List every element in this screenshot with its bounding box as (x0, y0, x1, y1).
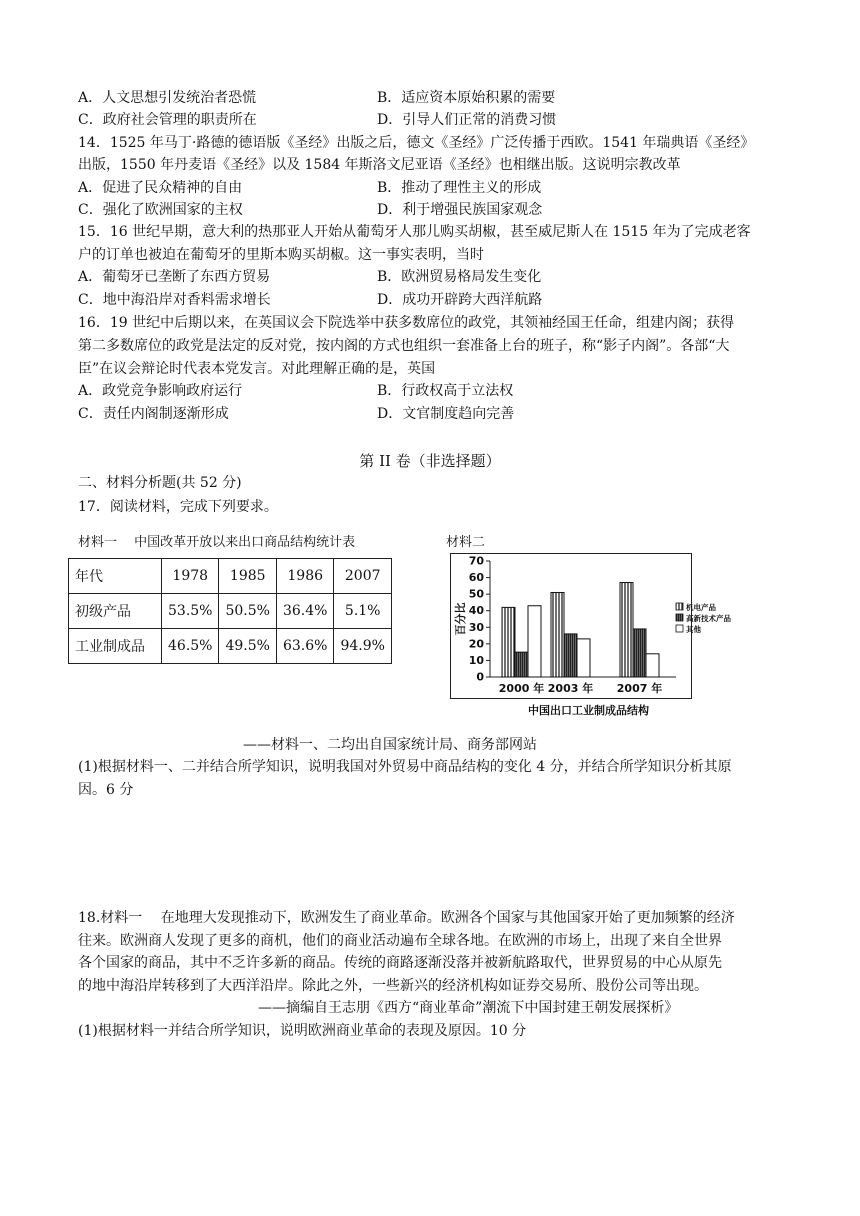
q18-material-line3: 各个国家的商品，其中不乏许多新的商品。传统的商路逐渐没落并被新航路取代，世界贸易的中心从原先 (78, 955, 722, 971)
table-header-row (69, 559, 392, 594)
legend-swatch (676, 603, 683, 610)
chart-title: 中国出口工业制成品结构 (528, 704, 649, 717)
table-row (69, 629, 392, 664)
bar-2-1 (577, 639, 590, 677)
table-cell: 2007 (334, 559, 391, 594)
q16-stem-line2: 第二多数席位的政党是法定的反对党，按内阁的方式也组织一套准备上台的班子，称“影子内阁”。各部“大 (78, 338, 730, 354)
x-tick-label: 2000 年 (498, 682, 545, 695)
table-cell: 工业制成品 (69, 629, 162, 664)
q15-option-b: B．欧洲贸易格局发生变化 (377, 269, 542, 285)
q14-stem-line2: 出版，1550 年丹麦语《圣经》以及 1584 年斯洛文尼亚语《圣经》也相继出版。这说明宗教改革 (78, 157, 681, 173)
q16-option-b: B．行政权高于立法权 (377, 383, 514, 399)
legend-swatch (676, 625, 683, 632)
q14-stem-line1: 14．1525 年马丁·路德的德语版《圣经》出版之后，德文《圣经》广泛传播于西欧。1541 年瑞典语《圣经》 (78, 135, 755, 151)
y-tick-label: 60 (468, 571, 484, 585)
material1-caption: 材料一 中国改革开放以来出口商品结构统计表 (78, 535, 356, 550)
material-source: ——材料一、二均出自国家统计局、商务部网站 (243, 737, 537, 753)
q14-option-c: C．强化了欧洲国家的主权 (78, 202, 243, 218)
y-tick-label: 20 (468, 637, 484, 651)
bar-2-0 (528, 606, 541, 677)
y-tick-label: 0 (476, 670, 484, 684)
table-cell: 50.5% (219, 594, 276, 629)
q17-part1-line2: 因。6 分 (78, 782, 134, 798)
bar-2-2 (646, 654, 659, 677)
q15-stem-line2: 户的订单也被迫在葡萄牙的里斯本购买胡椒。这一事实表明，当时 (78, 247, 484, 263)
x-tick-label: 2007 年 (616, 682, 663, 695)
q15-option-d: D．成功开辟跨大西洋航路 (377, 292, 543, 308)
q14-option-d: D．利于增强民族国家观念 (377, 202, 543, 218)
legend-label: 高新技术产品 (686, 614, 731, 623)
y-tick-label: 50 (468, 587, 484, 601)
q16-option-c: C．责任内阁制逐渐形成 (78, 406, 229, 422)
q17-intro: 17．阅读材料，完成下列要求。 (78, 499, 278, 515)
table-cell: 53.5% (162, 594, 219, 629)
table-cell: 1985 (219, 559, 276, 594)
bar-0-0 (502, 607, 515, 677)
q14-option-a: A．促进了民众精神的自由 (78, 180, 243, 196)
bar-1-2 (633, 629, 646, 677)
q15-stem-line1: 15．16 世纪早期，意大利的热那亚人开始从葡萄牙人那儿购买胡椒，甚至威尼斯人在 1515 年为了完成老客 (78, 224, 751, 240)
q18-material-line4: 的地中海沿岸转移到了大西洋沿岸。除此之外，一些新兴的经济机构如证券交易所、股份公司等出现。 (78, 978, 708, 994)
table-cell: 49.5% (219, 629, 276, 664)
q16-option-d: D．文官制度趋向完善 (377, 406, 515, 422)
export-structure-chart (450, 553, 731, 699)
q16-stem-line1: 16．19 世纪中后期以来，在英国议会下院选举中获多数席位的政党，其领袖经国王任命，组建内阁；获得 (78, 315, 735, 331)
q13-option-a: A．人文思想引发统治者恐慌 (78, 90, 257, 106)
q18-material-line1: 18.材料一 在地理大发现推动下，欧洲发生了商业革命。欧洲各个国家与其他国家开始了更加频繁的经济 (78, 910, 735, 926)
q14-option-b: B．推动了理性主义的形成 (377, 180, 542, 196)
legend-swatch (676, 614, 683, 621)
q13-option-b: B．适应资本原始积累的需要 (377, 90, 556, 106)
legend-label: 机电产品 (686, 603, 716, 612)
y-tick-label: 10 (468, 653, 484, 667)
material2-label: 材料二 (446, 535, 486, 550)
q17-part1-line1: (1)根据材料一、二并结合所学知识，说明我国对外贸易中商品结构的变化 4 分，并结合所学知识分析其原 (78, 759, 732, 775)
q13-option-d: D．引导人们正常的消费习惯 (377, 112, 557, 128)
table-cell: 初级产品 (69, 594, 162, 629)
bar-1-1 (564, 634, 577, 677)
material1-table (68, 558, 392, 664)
table-cell: 1978 (162, 559, 219, 594)
q13-option-c: C．政府社会管理的职责所在 (78, 112, 257, 128)
q18-material-line2: 往来。欧洲商人发现了更多的商机，他们的商业活动遍布全球各地。在欧洲的市场上，出现了来自全世界 (78, 933, 722, 949)
y-tick-label: 40 (468, 604, 484, 618)
q16-option-a: A．政党竞争影响政府运行 (78, 383, 243, 399)
legend-label: 其他 (686, 625, 701, 634)
bar-0-2 (620, 583, 633, 677)
x-tick-label: 2003 年 (547, 682, 594, 695)
table-cell: 94.9% (334, 629, 391, 664)
table-cell: 46.5% (162, 629, 219, 664)
table-cell: 36.4% (276, 594, 333, 629)
y-axis-label: 百分比 (454, 602, 467, 636)
part2-title: 第 II 卷（非选择题） (359, 452, 501, 470)
table-cell: 年代 (69, 559, 162, 594)
q18-part1: (1)根据材料一并结合所学知识，说明欧洲商业革命的表现及原因。10 分 (78, 1023, 527, 1039)
bar-1-0 (515, 652, 528, 677)
table-row (69, 594, 392, 629)
table-cell: 5.1% (334, 594, 391, 629)
table-cell: 1986 (276, 559, 333, 594)
table-cell: 63.6% (276, 629, 333, 664)
q15-option-a: A．葡萄牙已垄断了东西方贸易 (78, 269, 271, 285)
y-tick-label: 30 (468, 620, 484, 634)
q15-option-c: C．地中海沿岸对香料需求增长 (78, 292, 271, 308)
part2-subtitle: 二、材料分析题(共 52 分) (78, 475, 242, 491)
q18-source: ——摘编自王志朋《西方“商业革命”潮流下中国封建王朝发展探析》 (258, 1000, 679, 1016)
bar-0-1 (551, 592, 564, 677)
q16-stem-line3: 臣”在议会辩论时代表本党发言。对此理解正确的是，英国 (78, 361, 436, 377)
y-tick-label: 70 (468, 554, 484, 568)
